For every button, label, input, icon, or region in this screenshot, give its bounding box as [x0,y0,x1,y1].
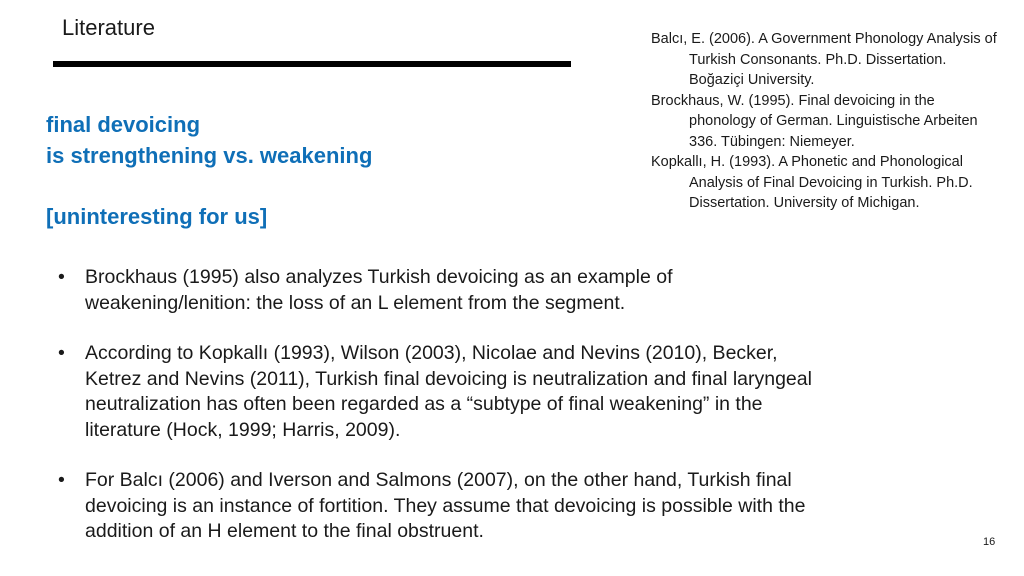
topic-heading-line: final devoicing [46,112,201,137]
topic-heading-note: [uninteresting for us] [46,204,268,229]
bullet-icon: • [58,342,65,364]
references-list [651,29,1001,214]
reference-item: Kopkallı, H. (1993). A Phonetic and Phonological Analysis of Final Devoicing in Turkish. Ph.D. Dissertation. University of Michigan. [651,154,973,211]
page-number: 16 [983,536,996,548]
bullet-item [58,265,838,316]
bullet-icon: • [58,469,65,491]
bullet-list [58,265,838,570]
bullet-text: For Balcı (2006) and Iverson and Salmons (2007), on the other hand, Turkish final devoicing is an instance of fortition. They assume that devoicing is possible with the addition of an H element to the final obstruent. [85,469,806,542]
bullet-item [58,468,838,545]
reference-item: Balcı, E. (2006). A Government Phonology Analysis of Turkish Consonants. Ph.D. Dissertation. Boğaziçi University. [651,31,997,88]
bullet-item [58,341,838,443]
topic-heading-line: is strengthening vs. weakening [46,143,373,168]
bullet-text: Brockhaus (1995) also analyzes Turkish devoicing as an example of weakening/lenition: the loss of an L element from the segment. [85,266,673,314]
bullet-icon: • [58,266,65,288]
slide-title: Literature [62,15,155,40]
reference-item: Brockhaus, W. (1995). Final devoicing in the phonology of German. Linguistische Arbeiten 336. Tübingen: Niemeyer. [651,92,978,150]
topic-heading [46,109,372,232]
bullet-text: According to Kopkallı (1993), Wilson (2003), Nicolae and Nevins (2010), Becker, Ketrez and Nevins (2011), Turkish final devoicing is neutralization and final laryngeal neutralization has often been regarded as a “subtype of final weakening” in the literature (Hock, 1999; Harris, 2009). [85,342,812,441]
title-underline [53,61,571,67]
